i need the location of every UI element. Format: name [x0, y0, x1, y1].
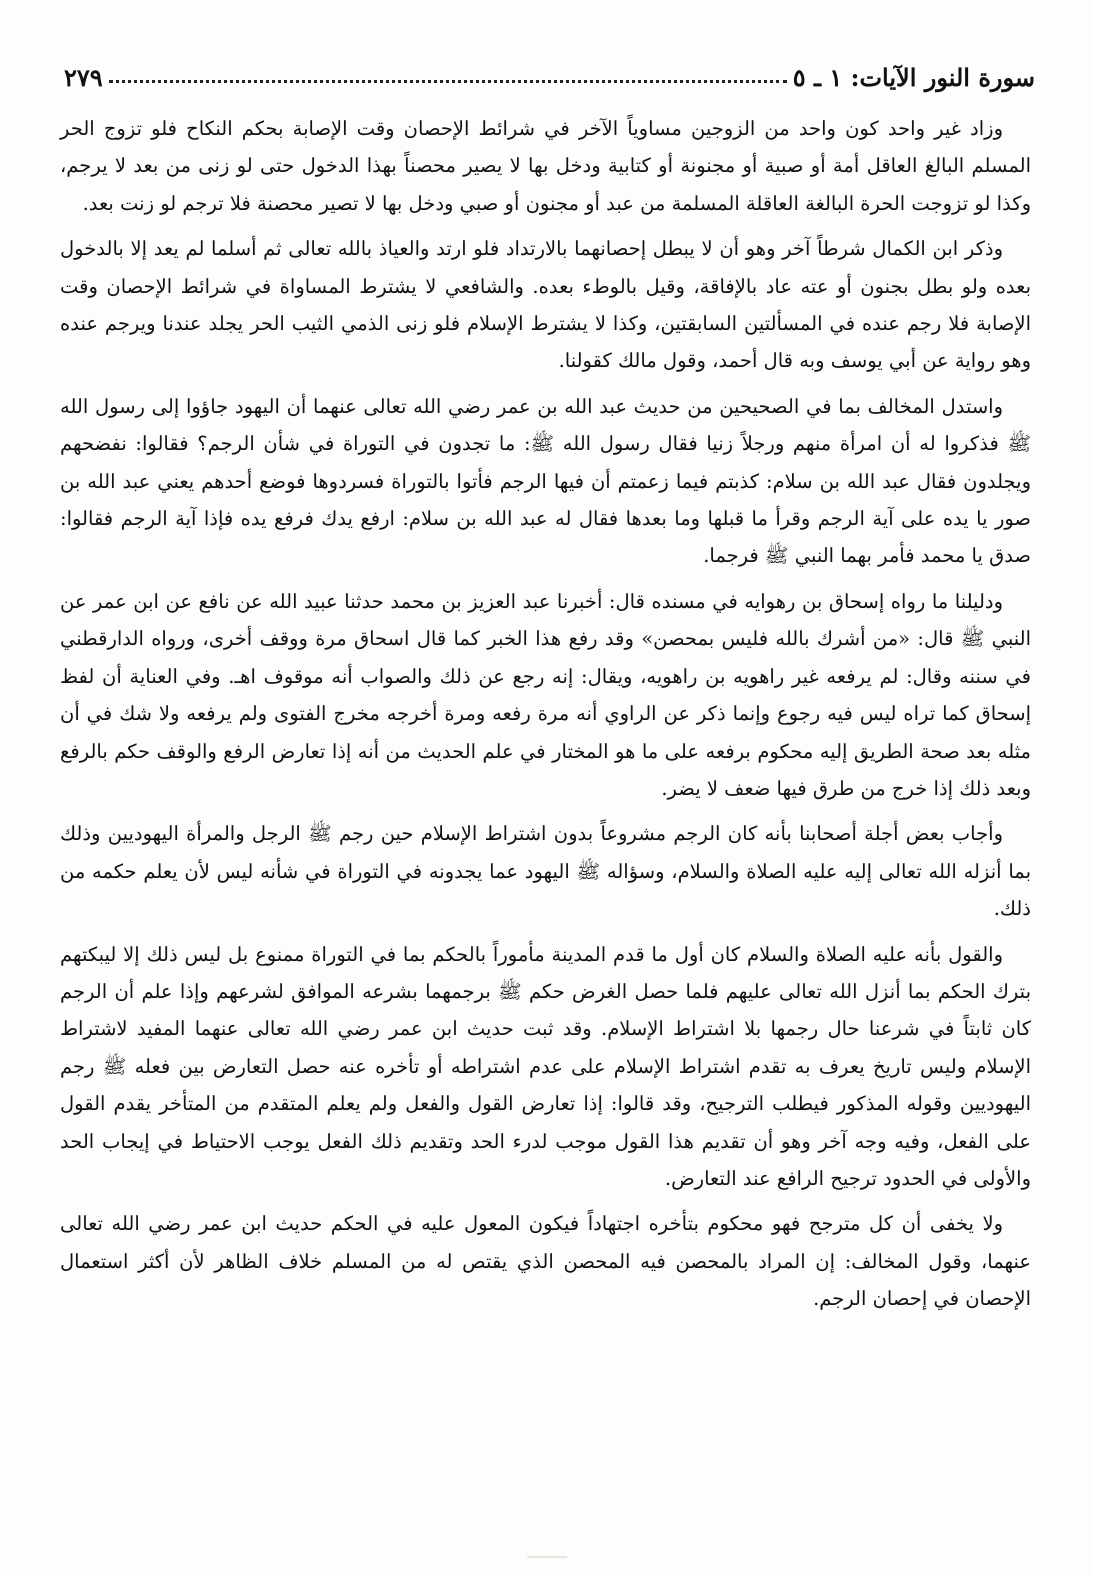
paragraph-1: وزاد غير واحد كون واحد من الزوجين مساوياً الآخر في شرائط الإحصان وقت الإصابة بحكم النكاح فلو تزوج الحر المسلم البالغ العاقل أمة أو صبية أو مجنونة أو كتابية ودخل بها لا يصير محصناً بهذا الدخول حتى لو زنى من بعد لا يرجم، وكذا لو تزوجت الحرة البالغة العاقلة المسلمة من عبد أو مجنون أو صبي ودخل بها لا تصير محصنة فلا ترجم لو زنت بعد. [60, 117, 1031, 215]
paragraph-7: ولا يخفى أن كل مترجح فهو محكوم بتأخره اجتهاداً فيكون المعول عليه في الحكم حديث ابن عمر رضي الله تعالى عنهما، وقول المخالف: إن المراد بالمحصن فيه المحصن الذي يقتص له من المسلم خلاف الظاهر لأن أكثر استعمال الإحصان في إحصان الرجم. [60, 1212, 1031, 1311]
page-edge-mark [527, 1556, 567, 1558]
paragraph-2: وذكر ابن الكمال شرطاً آخر وهو أن لا يبطل إحصانهما بالارتداد فلو ارتد والعياذ بالله تعالى ثم أسلما لم يعد إلا بالدخول بعده ولو بطل بجنون أو عته عاد بالإفاقة، وقيل بالوطء بعده. والشافعي لا يشترط المساواة في شرائط الإحصان وقت الإصابة فلا رجم عنده في المسألتين السابقتين، وكذا لا يشترط الإسلام فلو زنى الذمي الثيب الحر يجلد عندنا ويرجم عنده وهو رواية عن أبي يوسف وبه قال أحمد، وقول مالك كقولنا. [60, 237, 1031, 373]
surah-title: سورة النور الآيات: ١ ـ ٥ [792, 63, 1035, 92]
page-number: ٢٧٩ [64, 63, 103, 92]
paragraph-4: ودليلنا ما رواه إسحاق بن رهوايه في مسنده قال: أخبرنا عبد العزيز بن محمد حدثنا عبيد الله عن نافع عن ابن عمر عن النبي ﷺ قال: «من أشرك بالله فليس بمحصن» وقد رفع هذا الخبر كما قال اسحاق مرة ووقف أخرى، ورواه الدارقطني في سننه وقال: لم يرفعه غير راهويه بن راهويه، ويقال: إنه رجع عن ذلك والصواب أنه موقوف اهـ. وفي العناية أن لفظ إسحاق كما تراه ليس فيه رجوع وإنما ذكر عن الراوي أنه مرة رفعه ومرة أخرجه مخرج الفتوى ولم يرفعه ولا شك في أن مثله بعد صحة الطريق إليه محكوم برفعه على ما هو المختار في علم الحديث من أنه إذا تعارض الرفع والوقف حكم بالرفع وبعد ذلك إذا خرج من طرق فيها ضعف لا يضر. [60, 589, 1031, 800]
paragraph-5: وأجاب بعض أجلة أصحابنا بأنه كان الرجم مشروعاً بدون اشتراط الإسلام حين رجم ﷺ الرجل والمرأة اليهوديين وذلك بما أنزله الله تعالى إليه عليه الصلاة والسلام، وسؤاله ﷺ اليهود عما يجدونه في التوراة في شأنه ليس لأن يعلم حكمه من ذلك. [60, 822, 1031, 921]
dotted-leader [109, 80, 787, 83]
running-header [64, 52, 1035, 92]
body-text [60, 110, 1031, 1326]
paragraph-3: واستدل المخالف بما في الصحيحين من حديث عبد الله بن عمر رضي الله تعالى عنهما أن اليهود جاؤوا إلى رسول الله ﷺ فذكروا له أن امرأة منهم ورجلاً زنيا فقال رسول الله ﷺ: ما تجدون في التوراة في شأن الرجم؟ فقالوا: نفضحهم ويجلدون فقال عبد الله بن سلام: كذبتم فيما زعمتم أن فيها الرجم فأتوا بالتوراة فسردوها فوضع أحدهم يعني عبد الله بن صور يا يده على آية الرجم وقرأ ما قبلها وما بعدها فقال له عبد الله بن سلام: ارفع يدك فرفع يده فإذا آية الرجم فقالوا: صدق يا محمد فأمر بهما النبي ﷺ فرجما. [60, 394, 1031, 568]
paragraph-6: والقول بأنه عليه الصلاة والسلام كان أول ما قدم المدينة مأموراً بالحكم بما في التوراة ممنوع بل ليس ذلك إلا ليبكتهم بترك الحكم بما أنزل الله تعالى عليهم فلما حصل الغرض حكم ﷺ برجمهما بشرعه الموافق لشرعهم وإذا علم أن الرجم كان ثابتاً في شرعنا حال رجمها بلا اشتراط الإسلام. وقد ثبت حديث ابن عمر رضي الله تعالى عنهما المفيد لاشتراط الإسلام وليس تاريخ يعرف به تقدم اشتراط الإسلام على عدم اشتراطه أو تأخره عنه حصل التعارض بين فعله ﷺ رجم اليهوديين وقوله المذكور فيطلب الترجيح، وقد قالوا: إذا تعارض القول والفعل ولم يعلم المتقدم من المتأخر يقدم القول على الفعل، وفيه وجه آخر وهو أن تقديم هذا القول موجب لدرء الحد وتقديم ذلك الفعل يوجب الاحتياط في إيجاب الحد والأولى في الحدود ترجيح الرافع عند التعارض. [60, 942, 1031, 1190]
